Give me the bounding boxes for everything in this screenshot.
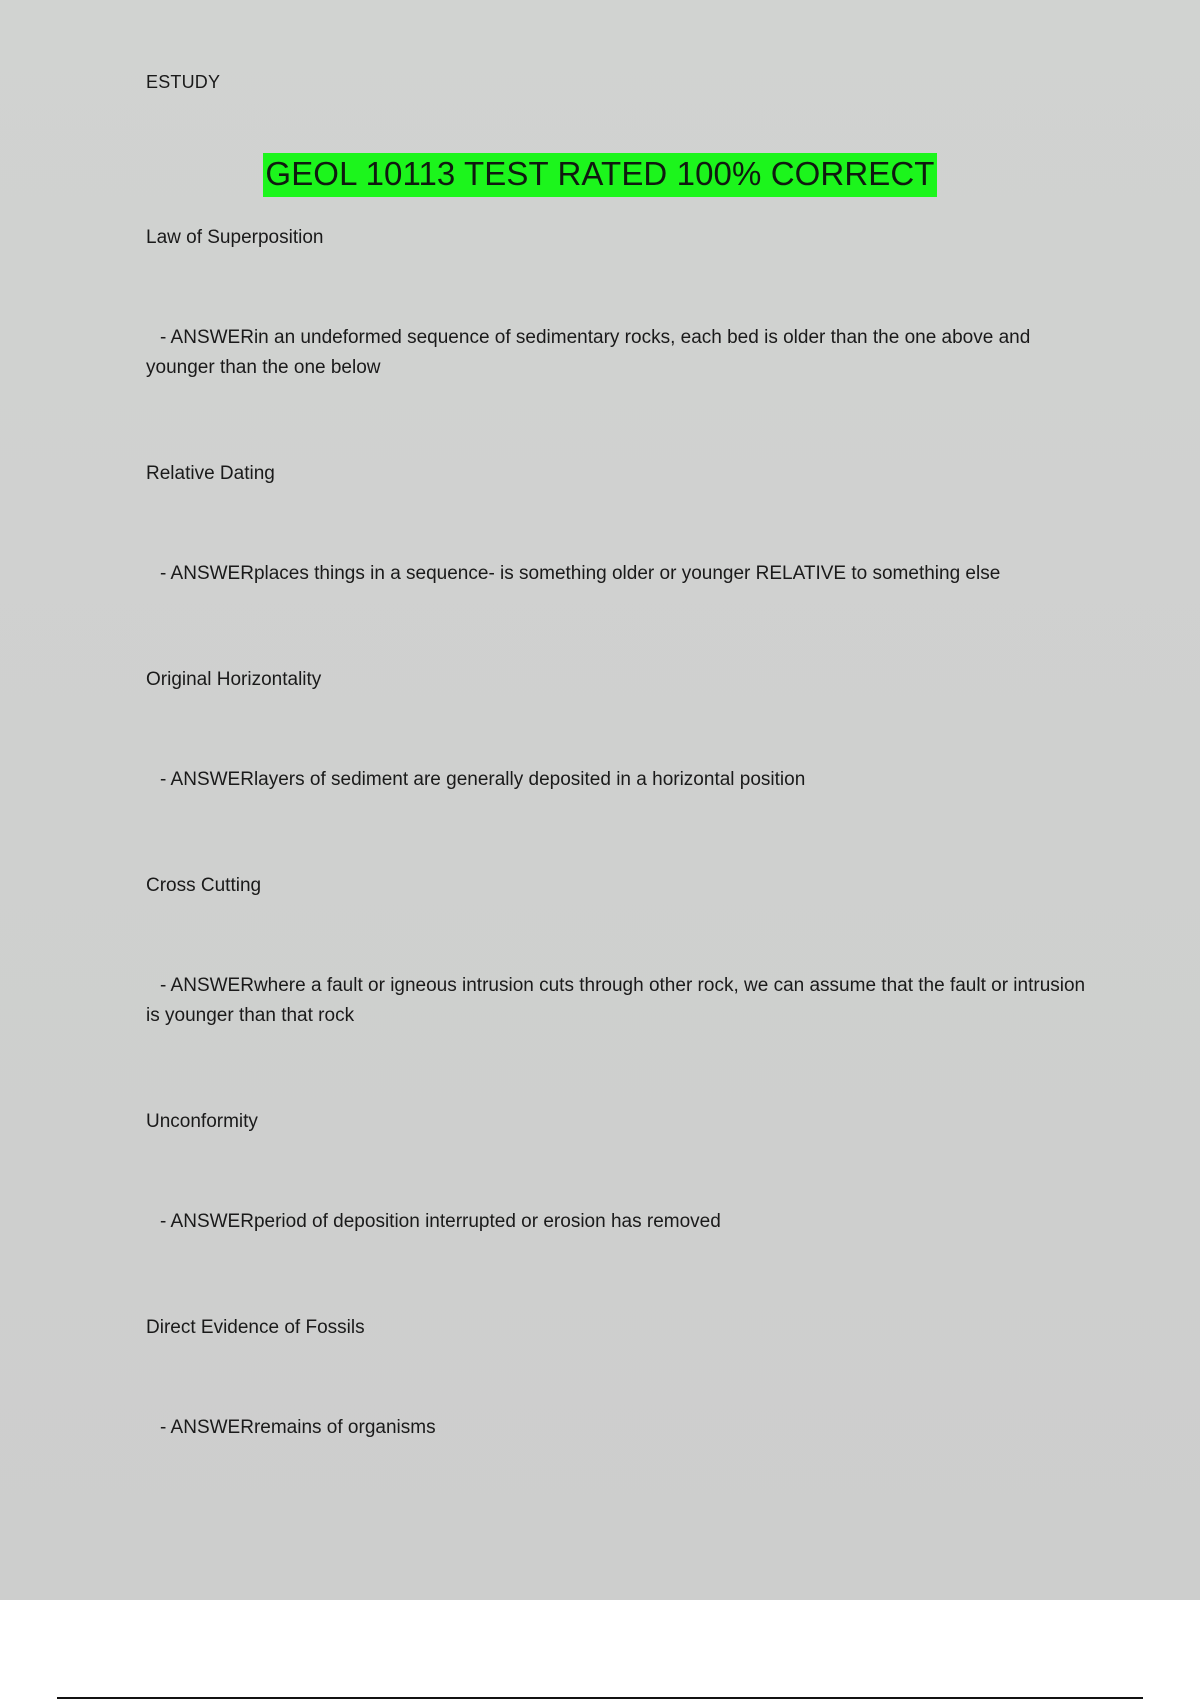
term-heading: Unconformity xyxy=(146,1111,258,1132)
header-label: ESTUDY xyxy=(146,72,221,92)
answer-text xyxy=(146,323,1086,383)
footer-divider xyxy=(57,1697,1143,1699)
document-title: GEOL 10113 TEST RATED 100% CORRECT xyxy=(263,153,936,197)
answer-content: - ANSWERremains of organisms xyxy=(160,1417,436,1438)
answer-content: - ANSWERwhere a fault or igneous intrusion cuts through other rock, we can assume that the fault or intrusion is younger than that rock xyxy=(146,975,1086,1026)
answer-content: - ANSWERplaces things in a sequence- is something older or younger RELATIVE to something else xyxy=(160,563,1001,584)
answer-content: - ANSWERperiod of deposition interrupted or erosion has removed xyxy=(160,1211,721,1232)
answer-text xyxy=(146,1413,1086,1443)
term-heading: Cross Cutting xyxy=(146,875,262,896)
term-heading: Law of Superposition xyxy=(146,227,324,248)
answer-content: - ANSWERlayers of sediment are generally deposited in a horizontal position xyxy=(160,769,806,790)
answer-text xyxy=(146,1207,1086,1237)
answer-text xyxy=(146,559,1086,589)
answer-content: - ANSWERin an undeformed sequence of sedimentary rocks, each bed is older than the one above and younger than the one below xyxy=(146,327,1031,378)
answer-text xyxy=(146,765,1086,795)
title-wrap xyxy=(0,153,1200,197)
term-heading: Relative Dating xyxy=(146,463,275,484)
answer-text xyxy=(146,971,1086,1031)
term-heading: Original Horizontality xyxy=(146,669,322,690)
term-heading: Direct Evidence of Fossils xyxy=(146,1317,365,1338)
